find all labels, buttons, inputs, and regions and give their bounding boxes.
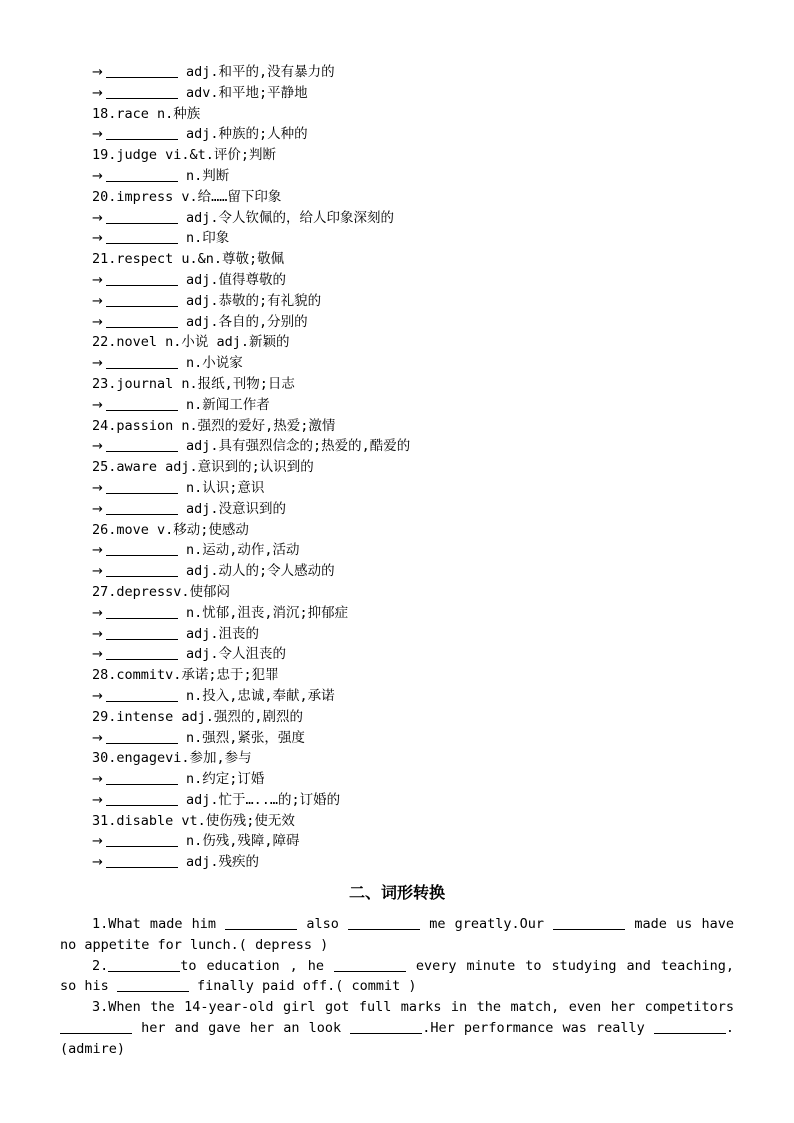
definition-text: n.判断 (186, 167, 230, 184)
answer-blank[interactable] (106, 500, 178, 515)
answer-blank[interactable] (106, 729, 178, 744)
vocab-headword (92, 457, 732, 478)
definition-text: adj.恭敬的;有礼貌的 (186, 292, 322, 309)
derivative-row (92, 831, 732, 852)
answer-blank[interactable] (117, 977, 189, 992)
derivative-row (92, 686, 732, 707)
answer-blank[interactable] (350, 1019, 422, 1034)
answer-blank[interactable] (553, 915, 625, 930)
answer-blank[interactable] (106, 853, 178, 868)
definition-text: adj.沮丧的 (186, 625, 260, 642)
derivative-row (92, 624, 732, 645)
answer-blank[interactable] (106, 396, 178, 411)
question-text: made us have no appetite for lunch.( depress ) (60, 916, 734, 953)
definition-text: n.约定;订婚 (186, 771, 265, 788)
vocab-headword (92, 374, 732, 395)
arrow-icon: → (92, 397, 103, 413)
vocabulary-list (92, 62, 732, 873)
definition-text: adj.和平的,没有暴力的 (186, 64, 335, 80)
question-text: .Her performance was really (422, 1019, 654, 1036)
arrow-icon: → (92, 772, 103, 788)
question-text: every minute to studying and teaching, so his (60, 957, 734, 995)
headword-text: 20.impress v.给……留下印象 (92, 188, 282, 205)
derivative-row (92, 228, 732, 249)
derivative-row (92, 62, 732, 83)
answer-blank[interactable] (106, 167, 178, 182)
arrow-icon: → (92, 356, 103, 372)
arrow-icon: → (92, 501, 103, 517)
headword-text: 21.respect u.&n.尊敬;敬佩 (92, 251, 285, 268)
definition-text: adv.和平地;平静地 (186, 84, 308, 101)
question-text: 3.When the 14-year-old girl got full marks in the match, even her competitors (92, 999, 734, 1016)
question-text: her and gave her an look (132, 1019, 351, 1036)
headword-text: 22.novel n.小说 adj.新颖的 (92, 334, 290, 351)
vocab-headword (92, 582, 732, 603)
derivative-row (92, 291, 732, 312)
vocab-headword (92, 416, 732, 437)
section-title: 二、词形转换 (348, 883, 445, 902)
arrow-icon: → (92, 210, 103, 226)
derivative-row (92, 728, 732, 749)
derivative-row (92, 852, 732, 873)
arrow-icon: → (92, 293, 103, 309)
answer-blank[interactable] (106, 354, 178, 369)
answer-blank[interactable] (106, 562, 178, 577)
exercise-section (60, 914, 734, 1060)
vocab-headword (92, 707, 732, 728)
exercise-question (60, 914, 734, 956)
question-text: me greatly.Our (420, 916, 554, 932)
definition-text: n.忧郁,沮丧,消沉;抑郁症 (186, 604, 349, 621)
derivative-row (92, 83, 732, 104)
arrow-icon: → (92, 272, 103, 288)
vocab-headword (92, 520, 732, 541)
definition-text: n.运动,动作,活动 (186, 542, 300, 559)
headword-text: 31.disable vt.使伤残;使无效 (92, 812, 295, 829)
derivative-row (92, 769, 732, 790)
exercise-question (60, 997, 734, 1059)
derivative-row (92, 312, 732, 333)
answer-blank[interactable] (60, 1019, 132, 1034)
question-text: to education , he (180, 957, 334, 974)
arrow-icon: → (92, 231, 103, 247)
answer-blank[interactable] (106, 209, 178, 224)
answer-blank[interactable] (106, 770, 178, 785)
arrow-icon: → (92, 647, 103, 663)
vocab-headword (92, 104, 732, 125)
headword-text: 19.judge vi.&t.评价;判断 (92, 147, 277, 164)
question-text: 1.What made him (92, 916, 226, 932)
definition-text: n.小说家 (186, 355, 243, 372)
headword-text: 25.aware adj.意识到的;认识到的 (92, 459, 314, 476)
answer-blank[interactable] (106, 625, 178, 640)
arrow-icon: → (92, 85, 103, 101)
derivative-row (92, 561, 732, 582)
answer-blank[interactable] (106, 604, 178, 619)
answer-blank[interactable] (106, 313, 178, 328)
definition-text: adj.忙于…..…的;订婚的 (186, 791, 341, 808)
vocab-headword (92, 145, 732, 166)
answer-blank[interactable] (106, 791, 178, 806)
derivative-row (92, 478, 732, 499)
question-text: .(admire) (60, 1019, 734, 1057)
arrow-icon: → (92, 855, 103, 871)
answer-blank[interactable] (348, 915, 420, 930)
derivative-row (92, 124, 732, 145)
exercise-question (60, 956, 734, 998)
vocab-headword (92, 187, 732, 208)
arrow-icon: → (92, 65, 103, 80)
answer-blank[interactable] (106, 271, 178, 286)
arrow-icon: → (92, 564, 103, 580)
answer-blank[interactable] (106, 479, 178, 494)
derivative-row (92, 499, 732, 520)
question-text: also (297, 916, 349, 932)
arrow-icon: → (92, 543, 103, 559)
definition-text: n.认识;意识 (186, 479, 265, 496)
definition-text: adj.没意识到的 (186, 500, 287, 517)
derivative-row (92, 166, 732, 187)
definition-text: adj.令人沮丧的 (186, 646, 287, 663)
definition-text: n.强烈,紧张，强度 (186, 729, 305, 746)
definition-text: adj.残疾的 (186, 854, 260, 871)
derivative-row (92, 436, 732, 457)
vocab-headword (92, 748, 732, 769)
definition-text: adj.令人钦佩的，给人印象深刻的 (186, 209, 395, 226)
definition-text: n.伤残,残障,障碍 (186, 833, 300, 850)
question-text: 2. (92, 957, 109, 974)
vocab-headword (92, 665, 732, 686)
arrow-icon: → (92, 792, 103, 808)
answer-blank[interactable] (106, 687, 178, 702)
arrow-icon: → (92, 688, 103, 704)
headword-text: 28.commitv.承诺;忠于;犯罪 (92, 667, 279, 684)
arrow-icon: → (92, 127, 103, 143)
definition-text: adj.值得尊敬的 (186, 271, 287, 288)
headword-text: 24.passion n.强烈的爱好,热爱;激情 (92, 417, 336, 434)
arrow-icon: → (92, 730, 103, 746)
answer-blank[interactable] (106, 645, 178, 660)
answer-blank[interactable] (106, 125, 178, 140)
headword-text: 29.intense adj.强烈的,剧烈的 (92, 708, 304, 725)
arrow-icon: → (92, 605, 103, 621)
answer-blank[interactable] (225, 915, 297, 930)
derivative-row (92, 270, 732, 291)
derivative-row (92, 603, 732, 624)
headword-text: 30.engagevi.参加,参与 (92, 750, 252, 767)
question-text: finally paid off.( commit ) (188, 978, 417, 995)
definition-text: adj.种族的;人种的 (186, 126, 308, 143)
definition-text: n.新闻工作者 (186, 396, 270, 413)
arrow-icon: → (92, 834, 103, 850)
answer-blank[interactable] (106, 541, 178, 556)
derivative-row (92, 208, 732, 229)
answer-blank[interactable] (106, 84, 178, 99)
headword-text: 23.journal n.报纸,刊物;日志 (92, 375, 295, 392)
vocab-headword (92, 249, 732, 270)
answer-blank[interactable] (106, 832, 178, 847)
definition-text: adj.各自的,分别的 (186, 313, 308, 330)
answer-blank[interactable] (106, 292, 178, 307)
answer-blank[interactable] (106, 437, 178, 452)
arrow-icon: → (92, 480, 103, 496)
arrow-icon: → (92, 314, 103, 330)
definition-text: adj.具有强烈信念的;热爱的,酷爱的 (186, 438, 411, 455)
headword-text: 27.depressv.使郁闷 (92, 583, 231, 600)
arrow-icon: → (92, 626, 103, 642)
answer-blank[interactable] (108, 957, 180, 972)
definition-text: adj.动人的;令人感动的 (186, 563, 335, 580)
derivative-row (92, 790, 732, 811)
answer-blank[interactable] (654, 1019, 726, 1034)
derivative-row (92, 644, 732, 665)
definition-text: n.印象 (186, 230, 230, 247)
headword-text: 18.race n.种族 (92, 105, 201, 122)
answer-blank[interactable] (334, 957, 406, 972)
derivative-row (92, 395, 732, 416)
answer-blank[interactable] (106, 63, 178, 78)
headword-text: 26.move v.移动;使感动 (92, 521, 249, 538)
vocab-headword (92, 811, 732, 832)
vocab-headword (92, 332, 732, 353)
answer-blank[interactable] (106, 229, 178, 244)
derivative-row (92, 540, 732, 561)
derivative-row (92, 353, 732, 374)
definition-text: n.投入,忠诚,奉献,承诺 (186, 687, 335, 704)
arrow-icon: → (92, 168, 103, 184)
arrow-icon: → (92, 439, 103, 455)
